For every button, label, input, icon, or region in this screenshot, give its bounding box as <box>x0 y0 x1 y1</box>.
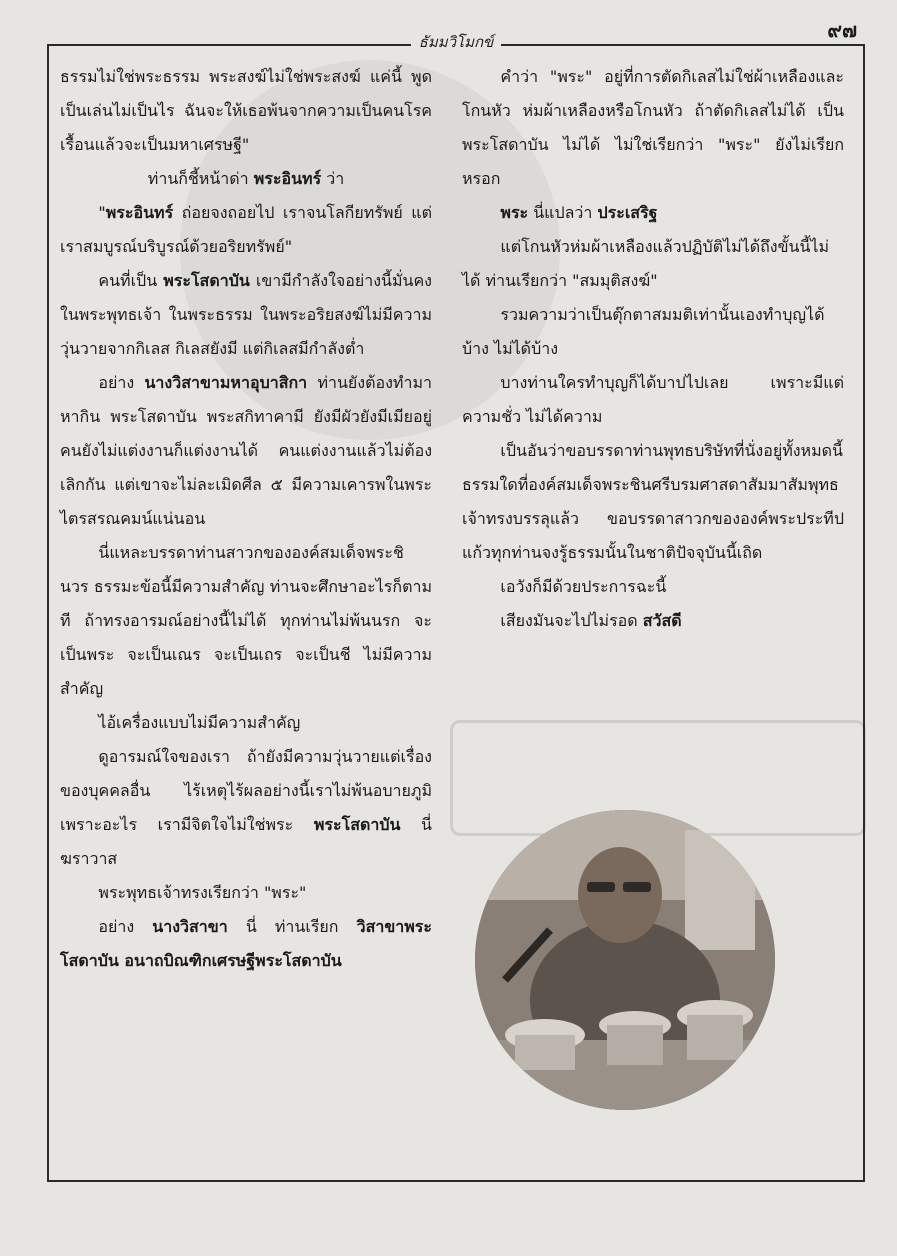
text-run: บางท่านใครทำบุญก็ได้บาปไปเลย เพราะมีแต่ความชั่ว ไม่ได้ความ <box>462 373 844 426</box>
bold-text: ประเสริฐ <box>597 203 658 222</box>
running-header-text: ธัมมวิโมกข์ <box>411 33 502 51</box>
paragraph <box>462 230 844 298</box>
text-run: ธรรมไม่ใช่พระธรรม พระสงฆ์ไม่ใช่พระสงฆ์ แค่นี้ พูดเป็นเล่นไม่เป็นไร ฉันจะให้เธอพ้นจากความเป็นคนโรคเรื้อนแล้วจะเป็นมหาเศรษฐี" <box>60 67 432 154</box>
paragraph <box>60 536 432 706</box>
bold-text: พระ <box>500 203 529 222</box>
monk-photo <box>475 810 775 1110</box>
bold-text: นางวิสาขา <box>152 917 228 936</box>
left-column <box>60 60 432 978</box>
text-run: นี่แหละบรรดาท่านสาวกขององค์สมเด็จพระชินวร ธรรมะข้อนี้มีความสำคัญ ท่านจะศึกษาอะไรก็ตามที ถ้าทรงอารมณ์อย่างนี้ไม่ได้ ทุกท่านไม่พ้นนรก จะเป็นพระ จะเป็นเณร จะเป็นเถร จะเป็นชี ไม่มีความสำคัญ <box>60 543 432 698</box>
bold-text: วิสาขาพระโสดาบัน อนาถบิณฑิกเศรษฐีพระโสดาบัน <box>60 917 432 970</box>
paragraph <box>60 264 432 366</box>
paragraph <box>462 434 844 570</box>
paragraph <box>60 196 432 264</box>
paragraph <box>60 162 432 196</box>
paragraph <box>60 706 432 740</box>
bold-text: พระโสดาบัน <box>163 271 250 290</box>
text-run: คำว่า "พระ" อยู่ที่การตัดกิเลสไม่ใช่ผ้าเหลืองและโกนหัว ห่มผ้าเหลืองหรือโกนหัว ถ้าตัดกิเลสไม่ได้ เป็นพระโสดาบัน ไม่ได้ ไม่ใช่เรียกว่า "พระ" ยังไม่เรียกหรอก <box>462 67 844 188</box>
bold-text: พระอินทร์ <box>105 203 174 222</box>
paragraph <box>462 366 844 434</box>
text-run: แต่โกนหัวห่มผ้าเหลืองแล้วปฏิบัติไม่ได้ถึงขั้นนี้ไม่ได้ ท่านเรียกว่า "สมมุติสงฆ์" <box>462 237 830 290</box>
text-run: เขามีกำลังใจอย่างนี้มั่นคงในพระพุทธเจ้า ในพระธรรม ในพระอริยสงฆ์ไม่มีความวุ่นวายจากกิเลส กิเลสยังมี แต่กิเลสมีกำลังต่ำ <box>60 271 432 358</box>
bold-text: พระโสดาบัน <box>313 815 401 834</box>
text-run: อย่าง <box>98 373 145 392</box>
text-run: ว่า <box>321 169 345 188</box>
text-run: เป็นอันว่าขอบรรดาท่านพุทธบริษัทที่นั่งอยู่ทั้งหมดนี้ ธรรมใดที่องค์สมเด็จพระชินศรีบรมศาสดาสัมมาสัมพุทธเจ้าทรงบรรลุแล้ว ขอบรรดาสาวกขององค์พระประทีปแก้วทุกท่านจงรู้ธรรมนั้นในชาติปัจจุบันนี้เถิด <box>462 441 844 562</box>
paragraph <box>462 570 844 604</box>
text-run: นี่ ท่านเรียก <box>227 917 357 936</box>
paragraph <box>60 60 432 162</box>
paragraph <box>60 876 432 910</box>
running-header <box>47 30 865 54</box>
text-run: นี่แปลว่า <box>528 203 598 222</box>
text-run: ท่านก็ชี้หน้าด่า <box>147 169 254 188</box>
paragraph <box>462 196 844 230</box>
paragraph <box>462 604 844 638</box>
text-run: คนที่เป็น <box>98 271 164 290</box>
bold-text: นางวิสาขามหาอุบาสิกา <box>144 373 308 392</box>
text-run: อย่าง <box>98 917 153 936</box>
text-run: " <box>98 203 106 222</box>
text-run: ถ่อยจงถอยไป เราจนโลกียทรัพย์ แต่เราสมบูรณ์บริบูรณ์ด้วยอริยทรัพย์" <box>60 203 432 256</box>
text-run: นี่ฆราวาส <box>60 815 432 868</box>
text-run: เอวังก็มีด้วยประการฉะนี้ <box>500 577 667 596</box>
text-run: ไอ้เครื่องแบบไม่มีความสำคัญ <box>98 713 301 732</box>
text-run: เสียงมันจะไปไม่รอด <box>500 611 643 630</box>
text-run: พระพุทธเจ้าทรงเรียกว่า "พระ" <box>98 883 307 902</box>
text-run: รวมความว่าเป็นตุ๊กตาสมมติเท่านั้นเองทำบุญได้บ้าง ไม่ได้บ้าง <box>462 305 825 358</box>
paragraph <box>462 298 844 366</box>
bold-text: พระอินทร์ <box>253 169 322 188</box>
text-run: ท่านยังต้องทำมาหากิน พระโสดาบัน พระสกิทาคามี ยังมีผัวยังมีเมียอยู่ คนยังไม่แต่งงานก็แต่งงานได้ คนแต่งงานแล้วไม่ต้องเลิกกัน แต่เขาจะไม่ละเมิดศีล ๕ มีความเคารพในพระไตรสรณคมน์แน่นอน <box>60 373 432 528</box>
page-number: ๙๗ <box>827 18 857 42</box>
paragraph <box>60 366 432 536</box>
bold-text: สวัสดี <box>642 611 682 630</box>
paragraph <box>60 740 432 876</box>
paragraph <box>462 60 844 196</box>
text-run: ดูอารมณ์ใจของเรา ถ้ายังมีความวุ่นวายแต่เรื่องของบุคคลอื่น ไร้เหตุไร้ผลอย่างนี้เราไม่พ้นอบายภูมิ เพราะอะไร เรามีจิตใจไม่ใช่พระ <box>60 747 432 834</box>
monk-photo-illustration <box>475 810 775 1110</box>
paragraph <box>60 910 432 978</box>
right-column <box>462 60 844 638</box>
